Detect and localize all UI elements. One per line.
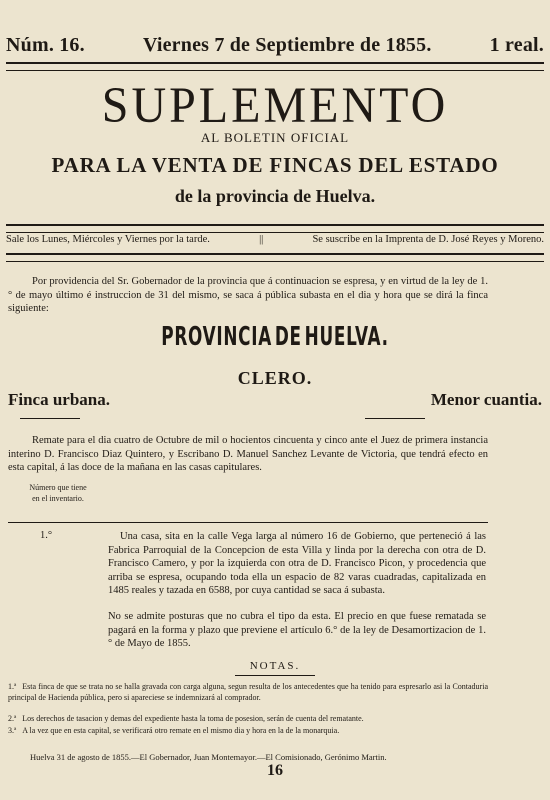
issue-number: Núm. 16. [6, 34, 85, 56]
header-rule [6, 224, 544, 233]
schedule-separator: || [259, 234, 264, 245]
note-item [8, 682, 488, 703]
notas-heading: NOTAS. [249, 660, 301, 672]
page-number: 16 [267, 762, 283, 779]
cuantia-label: Menor cuantia. [430, 390, 542, 409]
remate-paragraph: Remate para el dia cuatro de Octubre de mil o hocientos cincuenta y cinco ante el Juez de primera instancia interino D. Francisco Diaz Quintero, y Escribano D. Manuel Sanchez Levante de Victoria, que tendrá efecto en esta capital, á las doce de la mañana en las casas capitulares. [8, 435, 488, 473]
province-heading [77, 322, 473, 352]
item-conditions: No se admite posturas que no cubra el tipo da esta. El precio en que fuese rematada se pagará en la forma y plazo que previene el artículo 6.° de la ley de Desamortizacion de 1.° de Mayo de 1855. [108, 611, 486, 649]
province-name: HUELVA. [304, 322, 389, 352]
finca-type: Finca urbana. [8, 390, 111, 409]
section-clero: CLERO. [237, 368, 313, 388]
note-text: Esta finca de que se trata no se halla gravada con carga alguna, segun resulta de los antecedentes que ha tenido para espresarlo asi la Contaduria principal de Hacienda pública, pero si apareciese se indemnizará al comprador. [8, 682, 488, 702]
note-label: 3.ª [8, 726, 17, 735]
suplemento-title: SUPLEMENTO [101, 77, 449, 134]
subtitle-boletin: AL BOLETIN OFICIAL [200, 130, 350, 145]
item-description: Una casa, sita en la calle Vega larga al número 16 de Gobierno, que perteneció á las Fabrica Parroquial de la Concepcion de esta Villa y linda por la derecha con otra de D. Francisco Camero, y por la izquierda con otra de D. Francisco Picon, y procedencia que arriba se espresa, ocupando toda ella un espacio de 82 varas cuadradas, capitalizada en 1485 reales y tazada en 6588, por cuya cantidad se saca á subasta. [108, 531, 486, 596]
publication-schedule [6, 234, 544, 245]
note-item [8, 726, 488, 737]
subscription-info: Se suscribe en la Imprenta de D. José Reyes y Moreno. [312, 234, 544, 245]
subtitle-provincia: de la provincia de Huelva. [174, 186, 376, 206]
subtitle-venta: PARA LA VENTA DE FINCAS DEL ESTADO [51, 153, 499, 177]
note-text: A la vez que en esta capital, se verificará otro remate en el mismo dia y hora en la de la monarquia. [22, 726, 340, 735]
item-rule [8, 522, 488, 523]
province-word: PROVINCIA [161, 322, 272, 352]
issue-date: Viernes 7 de Septiembre de 1855. [142, 34, 432, 56]
masthead [6, 34, 544, 57]
finca-underline [20, 418, 80, 419]
schedule-days: Sale los Lunes, Miércoles y Viernes por la tarde. [6, 234, 210, 245]
intro-paragraph: Por providencia del Sr. Gobernador de la provincia que á continuacion se espresa, y en virtud de la ley de 1.° de mayo último é instruccion de 31 del mismo, se saca á pública subasta en el dia y hora que se dirá la finca siguiente: [8, 276, 488, 314]
inventory-number-label: Número que tiene en el inventario. [29, 483, 87, 503]
masthead-rule [6, 62, 544, 71]
note-item [8, 714, 488, 725]
note-text: Los derechos de tasacion y demas del expediente hasta la toma de posesion, serán de cuenta del rematante. [22, 714, 364, 723]
item-number: 1.° [40, 530, 53, 541]
signature-line: Huelva 31 de agosto de 1855.—El Gobernador, Juan Montemayor.—El Comisionado, Gerónimo Martin. [30, 752, 387, 762]
issue-price: 1 real. [489, 34, 544, 56]
notas-underline [235, 675, 315, 676]
province-de: DE [274, 322, 302, 352]
note-label: 1.ª [8, 682, 17, 691]
note-label: 2.ª [8, 714, 17, 723]
schedule-rule [6, 253, 544, 262]
cuantia-underline [365, 418, 425, 419]
